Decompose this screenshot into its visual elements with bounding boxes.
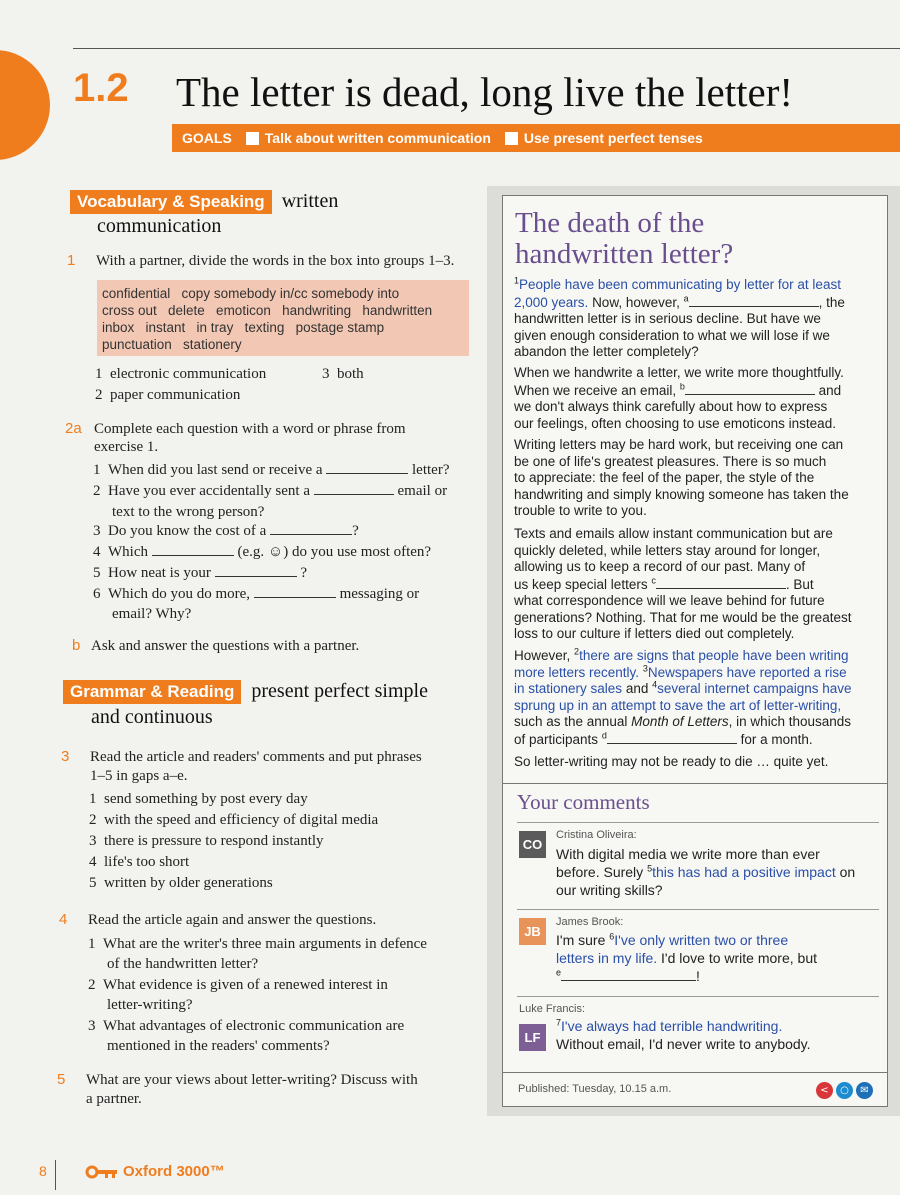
vocab-tag: Vocabulary & Speaking (70, 190, 272, 214)
goals-bar (172, 124, 900, 152)
oxford-3000-logo: Oxford 3000™ (85, 1163, 225, 1180)
exercise-2a: 2a Complete each question with a word or phrase from exercise 1. (65, 420, 406, 455)
avatar: CO (519, 831, 546, 858)
page-number: 8 (39, 1163, 47, 1179)
goal-1: Talk about written communication (264, 130, 491, 146)
word-box: confidential copy somebody in/cc somebody into cross out delete emoticon handwriting handwritten inbox instant in tray texting postage stamp punctuation stationery (97, 280, 469, 356)
avatar: LF (519, 1024, 546, 1051)
goal-2: Use present perfect tenses (523, 130, 703, 146)
question-list-4: 1 What are the writer's three main arguments in defence of the handwritten letter? 2 What evidence is given of a renewed interest in letter-writing? 3 What advantages of electronic communication are mentioned in the readers' comments? (88, 936, 427, 1054)
article-paragraph-5: However, $^2$there are signs that people have been writing more letters recently. $^3$Newspapers have reported a rise in stationery sales and $^4$several internet campaigns have sprung up in an attempt to save the art of letter-writing, such as the annual Month of Letters, in which thousands of participants $^d$ for a month. (514, 646, 852, 747)
comment-rule (517, 996, 879, 997)
speech-bubble-icon[interactable]: ○ (836, 1082, 853, 1099)
email-icon[interactable]: ✉ (856, 1082, 873, 1099)
avatar: JB (519, 918, 546, 945)
grammar-heading: Grammar & Reading present perfect simple (63, 680, 428, 704)
footer-divider (55, 1160, 56, 1190)
group-3: 3 both (322, 366, 364, 382)
grammar-tag: Grammar & Reading (63, 680, 241, 704)
question-list-2a: 1 When did you last send or receive a letter? 2 Have you ever accidentally sent a email or text to the wrong person? 3 Do you know the cost of a ? 4 Which (e.g. ☺) do you use most often? 5 How neat is your ? 6 Which do you do more, messaging or email? Why? (93, 462, 450, 622)
article-paragraph-3: Writing letters may be hard work, but receiving one can be one of life's greatest pleasures. There is so much to appreciate: the feel of the paper, the style of the handwriting and simply knowing someone has taken the trouble to write to you. (514, 437, 849, 518)
comment-text: With digital media we write more than ever before. Surely $^5$this has had a positive impact on our writing skills? (556, 846, 856, 898)
article-paragraph-1: $^1$People have been communicating by letter for at least 2,000 years. Now, however, $^a$ , the handwritten letter is in serious decline. But have we given enough consideration to what we will lose if we abandon the letter completely? (514, 275, 845, 359)
comments-divider (502, 783, 888, 784)
article-paragraph-2: When we handwrite a letter, we write more thoughtfully. When we receive an email, $^b$ and we don't always think carefully about how to express our feelings, often choosing to use emoticons instead. (514, 365, 844, 431)
square-bullet-icon (246, 132, 259, 145)
goals-label: GOALS (182, 130, 232, 146)
exercise-5: 5 What are your views about letter-writing? Discuss with a partner. (57, 1071, 418, 1107)
commenter-name: Luke Francis: (519, 1003, 586, 1015)
published-timestamp: Published: Tuesday, 10.15 a.m. (518, 1083, 672, 1095)
top-rule (73, 48, 900, 49)
square-bullet-icon (505, 132, 518, 145)
vocab-heading: Vocabulary & Speaking written (70, 190, 338, 214)
article-title: The death of the handwritten letter? (515, 207, 734, 270)
comment-text: $^7$I've always had terrible handwriting. Without email, I'd never write to anybody. (556, 1017, 811, 1052)
orange-tab-shape (0, 50, 50, 160)
comment-text: I'm sure $^6$I've only written two or three letters in my life. I'd love to write more, but $^e$ ! (556, 931, 817, 984)
published-divider (502, 1072, 888, 1073)
key-icon (85, 1165, 119, 1179)
share-icon[interactable]: < (816, 1082, 833, 1099)
exercise-2b: b Ask and answer the questions with a partner. (72, 637, 360, 654)
exercise-3: 3 Read the article and readers' comments and put phrases 1–5 in gaps a–e. (61, 748, 422, 784)
comments-title: Your comments (517, 790, 650, 814)
commenter-name: Cristina Oliveira: (556, 829, 637, 841)
exercise-1: 1 With a partner, divide the words in the box into groups 1–3. (67, 252, 455, 269)
group-1: 1 electronic communication (95, 366, 267, 382)
article-paragraph-6: So letter-writing may not be ready to die … quite yet. (514, 754, 829, 769)
comment-rule (517, 909, 879, 910)
unit-number: 1.2 (73, 66, 129, 110)
comments-rule (517, 822, 879, 823)
share-icons (816, 1082, 873, 1099)
exercise-4: 4 Read the article again and answer the questions. (59, 911, 377, 928)
group-2: 2 paper communication (95, 387, 241, 403)
commenter-name: James Brook: (556, 916, 624, 928)
phrase-list: 1 send something by post every day 2 with the speed and efficiency of digital media 3 there is pressure to respond instantly 4 life's too short 5 written by older generations (89, 791, 379, 891)
page-title: The letter is dead, long live the letter! (176, 69, 794, 115)
article-paragraph-4: Texts and emails allow instant communication but are quickly deleted, while letters stay around for longer, allowing us to keep a record of our past. Many of us keep special letters $^c$ . But what correspondence will we leave behind for future generations? Nothing. That for me would be the greatest loss to our culture if letters died out completely. (514, 526, 852, 641)
